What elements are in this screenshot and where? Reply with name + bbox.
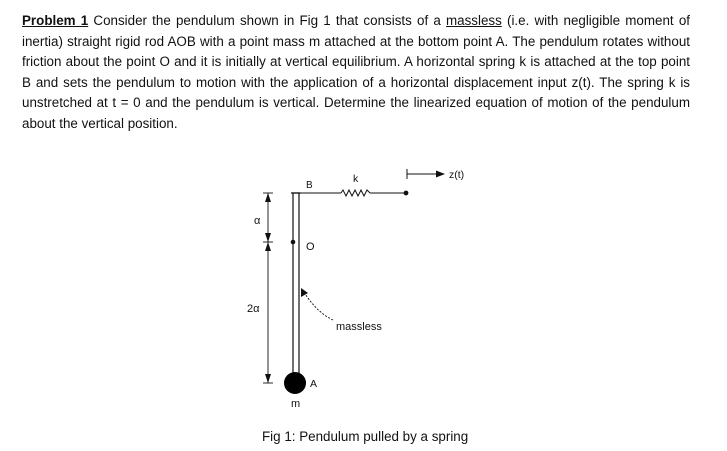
label-o: O xyxy=(306,241,315,253)
pendulum-rod xyxy=(293,193,299,383)
label-alpha: α xyxy=(254,215,261,227)
problem-text-part-1: Consider the pendulum shown in Fig 1 that consists of a xyxy=(88,13,446,28)
spring-coil xyxy=(341,190,370,196)
problem-text-part-2: (i.e. with negligible moment of inertia) straight rigid rod AOB with a point mass m attached at the bottom point A. The pendulum rotates without friction about the point O and it is initially at vertical equilibrium. A horizontal spring k is attached at the top point B and sets the pendulum to motion with the application of a horizontal displacement input z(t). The spring k is unstretched at t = 0 and the pendulum is vertical. Determine the linearized equation of motion of the pendulum about the vertical position. xyxy=(22,13,690,131)
massless-leader-line xyxy=(304,292,333,320)
massless-leader-arrowhead xyxy=(301,288,308,297)
spring-end-point xyxy=(404,191,409,196)
label-massless: massless xyxy=(336,321,382,333)
point-mass xyxy=(284,372,306,394)
massless-underlined-word: massless xyxy=(445,13,502,28)
label-k: k xyxy=(353,173,359,185)
input-arrow-head xyxy=(436,171,445,178)
label-z-t: z(t) xyxy=(449,169,465,181)
dimension-arrow-bottom-down xyxy=(265,374,271,383)
figure-caption: Fig 1: Pendulum pulled by a spring xyxy=(262,429,469,444)
pivot-point-o xyxy=(291,240,296,245)
dimension-arrow-mid-up xyxy=(265,242,271,251)
label-two-alpha: 2α xyxy=(247,303,260,315)
dimension-arrow-top-up xyxy=(265,193,271,202)
problem-label: Problem 1 xyxy=(22,13,89,28)
label-b: B xyxy=(306,180,313,191)
label-m: m xyxy=(291,398,301,410)
dimension-arrow-mid-down xyxy=(265,233,271,242)
label-a: A xyxy=(310,378,318,390)
